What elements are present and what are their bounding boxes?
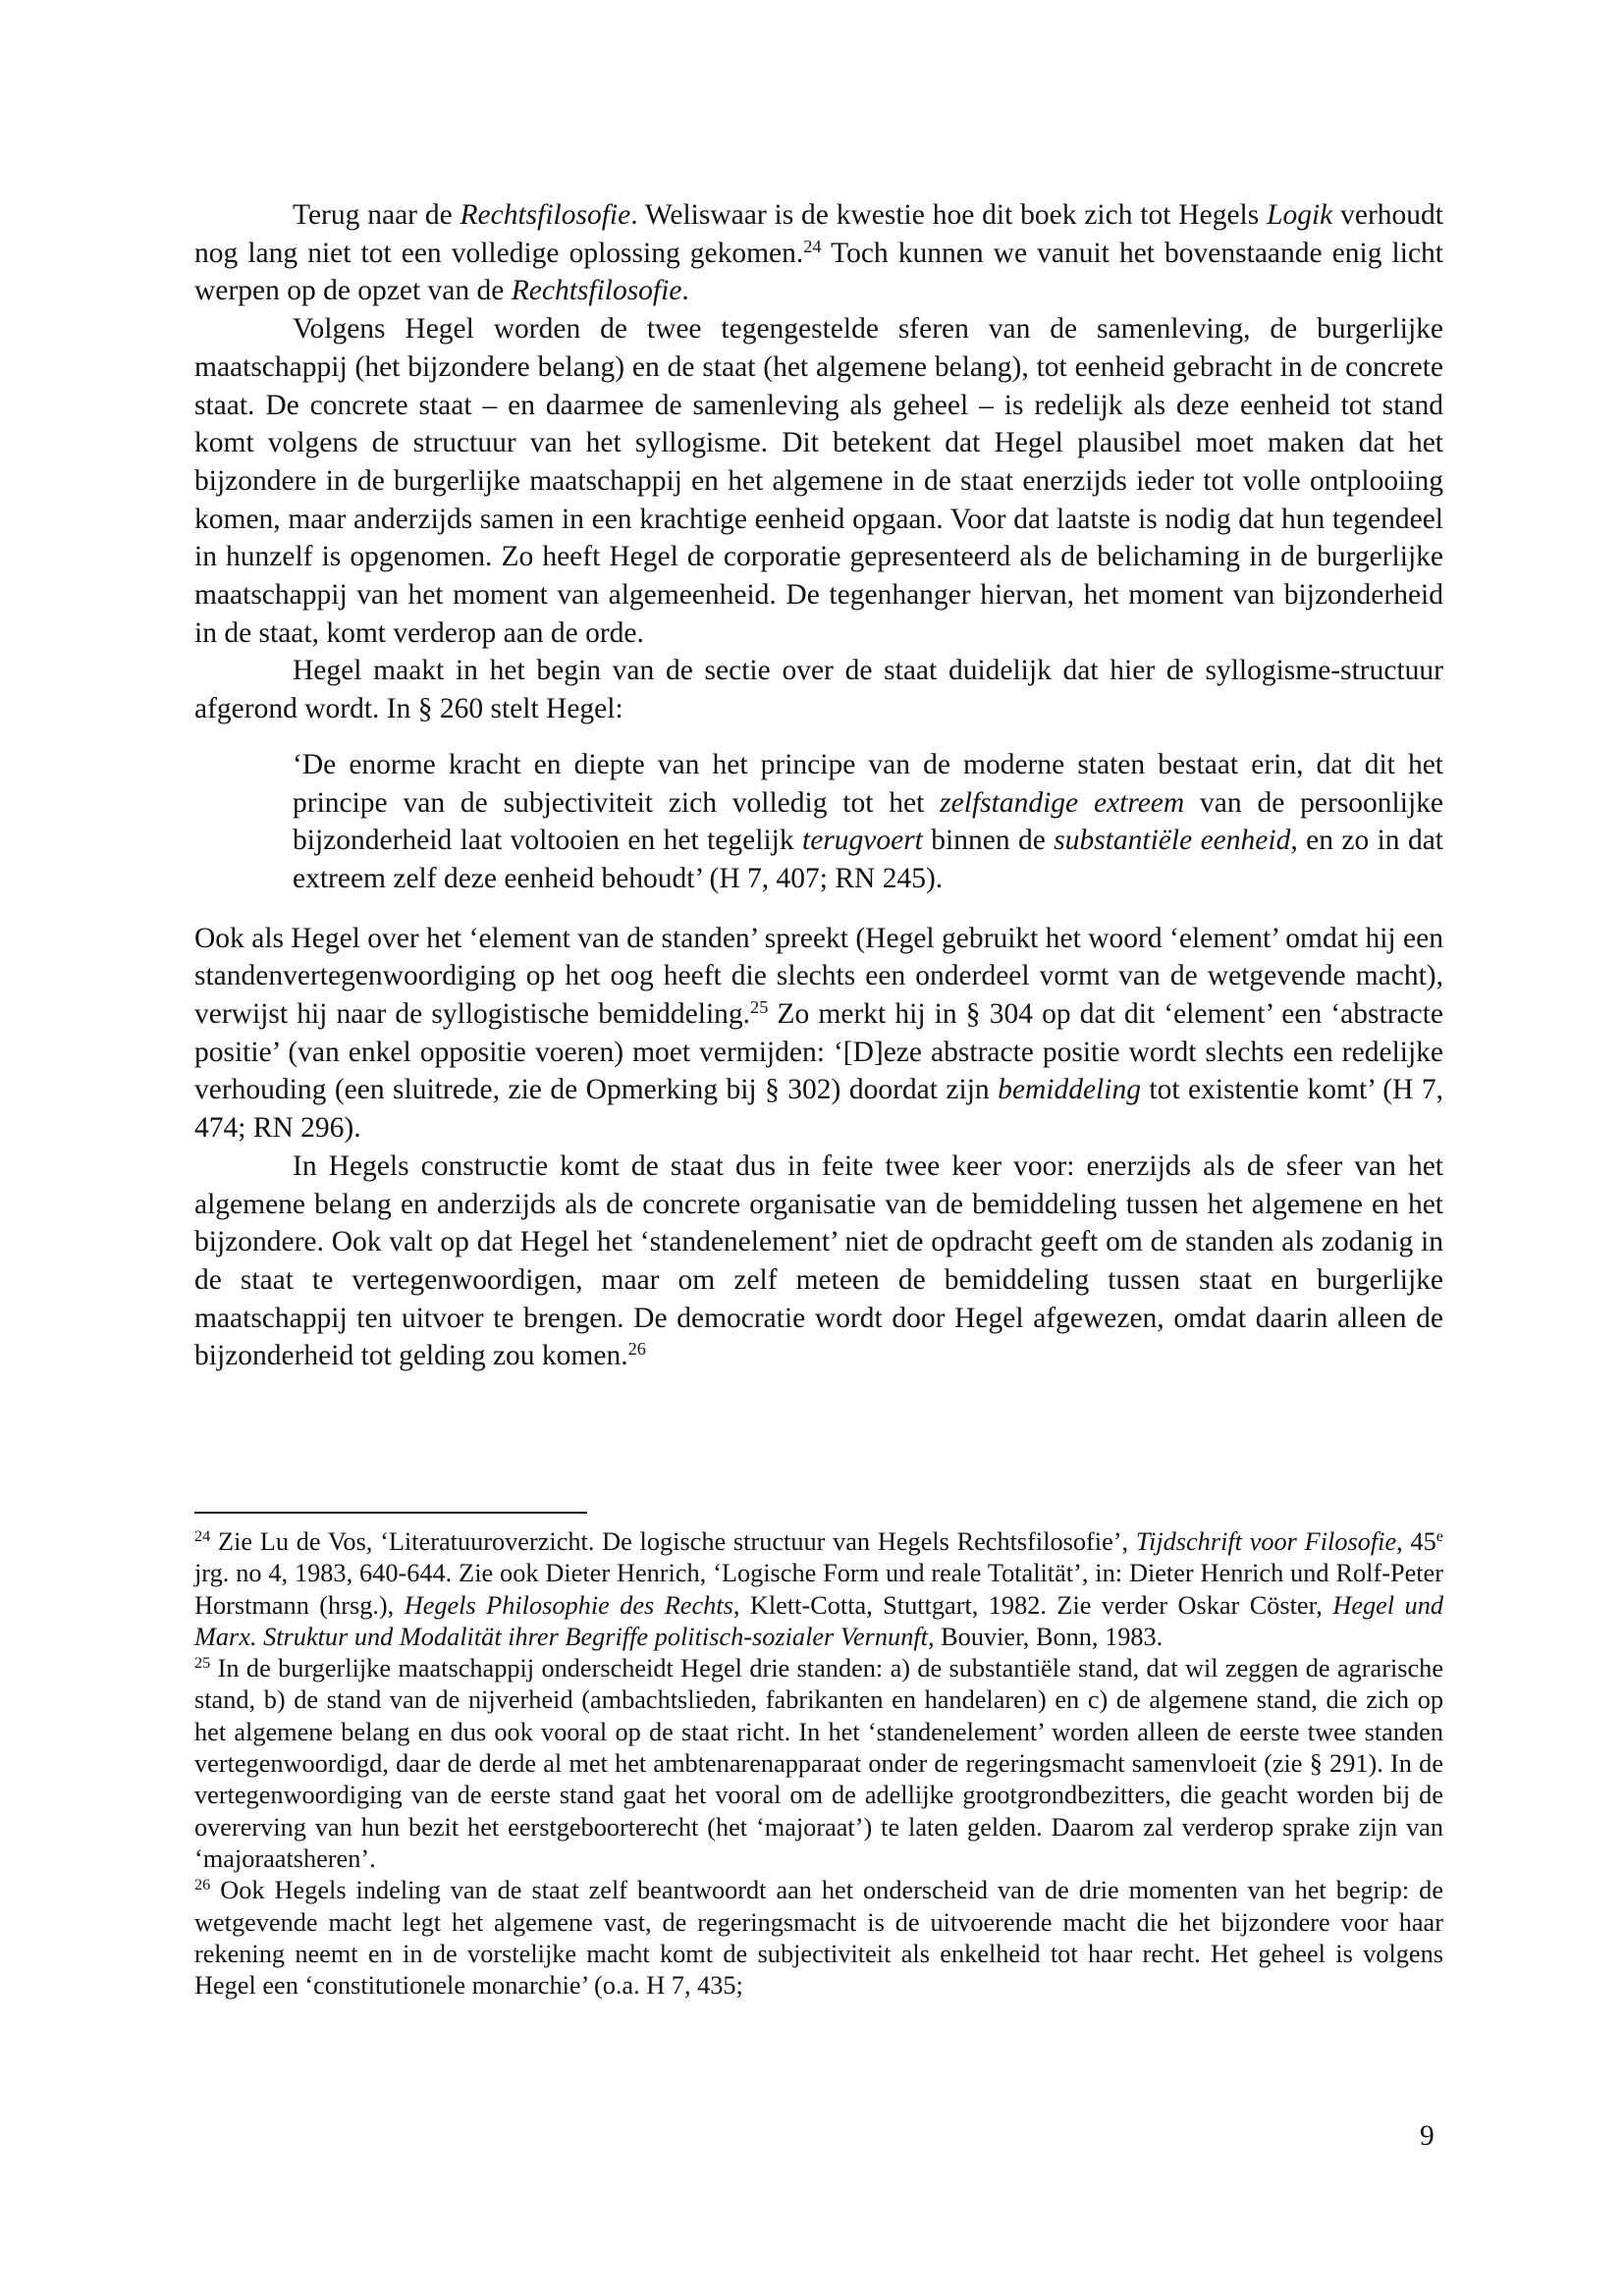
- block-quote: [293, 746, 1443, 898]
- text-run: binnen de: [922, 825, 1055, 857]
- footnote-24: [194, 1526, 1443, 1653]
- text-run: ‘De enorme kracht en diepte van het principe van de moderne staten bestaat erin, dat dit het principe van de subjectiviteit zich volledig tot het: [293, 748, 1443, 819]
- text-run: Toch kunnen we vanuit het bovenstaande enig licht werpen op de opzet van de: [194, 237, 1443, 307]
- italic-title: Hegels Philosophie des Rechts: [404, 1590, 733, 1620]
- text-run: Terug naar de: [293, 199, 460, 231]
- text-run: .: [681, 275, 689, 307]
- italic-title: Tijdschrift voor Filosofie: [1135, 1527, 1397, 1556]
- page-number: 9: [1420, 2120, 1435, 2152]
- ordinal-suffix: e: [1435, 1526, 1443, 1546]
- footnote-ref[interactable]: 25: [750, 997, 769, 1018]
- footnote-ref[interactable]: 24: [803, 236, 822, 256]
- text-run: Zo merkt hij in § 304 op dat dit ‘element’ een ‘abstracte positie’ (van enkel oppositie voeren) moet vermijden: ‘[D]eze abstracte positie wordt slechts een redelijke verhouding (een sluitrede, zie de Opmerking bij § 302) doordat zijn: [194, 998, 1443, 1106]
- italic-phrase: substantiële eenheid: [1054, 825, 1291, 857]
- paragraph-4: [194, 920, 1443, 1148]
- italic-phrase: bemiddeling: [998, 1074, 1141, 1106]
- text-run: van de persoonlijke bijzonderheid laat voltooien en het tegelijk: [293, 786, 1443, 857]
- text-run: , 45: [1396, 1527, 1436, 1556]
- text-run: verhoudt nog lang niet tot een volledige oplossing gekomen.: [194, 199, 1443, 269]
- italic-phrase: terugvoert: [802, 825, 923, 857]
- text-run: , Bouvier, Bonn, 1983.: [927, 1622, 1164, 1651]
- footnotes: [194, 1526, 1443, 2002]
- italic-title: Hegel und Marx. Struktur und Modalität ihrer Begriffe politisch-sozialer Vernunft: [194, 1590, 1444, 1651]
- footnote-text: In de burgerlijke maatschappij onderscheidt Hegel drie standen: a) de substantiële stand, dat wil zeggen de agrarische stand, b) de stand van de nijverheid (ambachtslieden, fabrikanten en handelaren) en c) de algemene stand, die zich op het algemene belang en dus ook vooral op de staat richt. In het ‘standenelement’ worden alleen de eerste twee standen vertegenwoordigd, daar de derde al met het ambtenarenapparaat onder de regeringsmacht samenvloeit (zie § 291). In de vertegenwoordiging van de eerste stand gaat het vooral om de adellijke grootgrondbezitters, die geacht worden bij de overerving van hun bezit het eerstgeboorterecht (het ‘majoraat’) te laten gelden. Daarom zal verderop sprake zijn van ‘majoraatsheren’.: [194, 1654, 1443, 1873]
- italic-phrase: zelfstandige extreem: [940, 786, 1185, 819]
- text-run: , en zo in dat extreem zelf deze eenheid behoudt’ (H 7, 407; RN 245).: [293, 825, 1443, 894]
- text-run: . Weliswaar is de kwestie hoe dit boek zich tot Hegels: [630, 199, 1268, 231]
- footnote-25: [194, 1653, 1443, 1875]
- paragraph-2: Volgens Hegel worden de twee tegengestelde sferen van de samenleving, de burgerlijke maatschappij (het bijzondere belang) en de staat (het algemene belang), tot eenheid gebracht in de concrete staat. De concrete staat – en daarmee de samenleving als geheel – is redelijk als deze eenheid tot stand komt volgens de structuur van het syllogisme. Dit betekent dat Hegel plausibel moet maken dat het bijzondere in de burgerlijke maatschappij en het algemene in de staat enerzijds ieder tot volle ontplooiing komen, maar anderzijds samen in een krachtige eenheid opgaan. Voor dat laatste is nodig dat hun tegendeel in hunzelf is opgenomen. Zo heeft Hegel de corporatie gepresenteerd als de belichaming in de burgerlijke maatschappij van het moment van algemeenheid. De tegenhanger hiervan, het moment van bijzonderheid in de staat, komt verderop aan de orde.: [194, 313, 1443, 649]
- footnote-26: [194, 1875, 1443, 2002]
- text-run: tot existentie komt’ (H 7, 474; RN 296).: [194, 1074, 1443, 1145]
- text-run: , Klett-Cotta, Stuttgart, 1982. Zie verder Oskar Cöster,: [732, 1590, 1333, 1620]
- text-run: Ook als Hegel over het ‘element van de standen’ spreekt (Hegel gebruikt het woord ‘element’ omdat hij een standenvertegenwoordiging op het oog heeft die slechts een onderdeel vormt van de wetgevende macht), verwijst hij naar de syllogistische bemiddeling.: [194, 922, 1443, 1031]
- italic-title: Rechtsfilosofie: [460, 199, 631, 231]
- paragraph-3: Hegel maakt in het begin van de sectie over de staat duidelijk dat hier de syllogisme-structuur afgerond wordt. In § 260 stelt Hegel:: [194, 655, 1443, 725]
- italic-title: Logik: [1267, 199, 1333, 231]
- footnote-ref[interactable]: 26: [627, 1339, 646, 1360]
- italic-title: Rechtsfilosofie: [511, 275, 682, 307]
- text-run: Zie Lu de Vos, ‘Literatuuroverzicht. De logische structuur van Hegels Rechtsfilosofie’,: [210, 1527, 1136, 1556]
- main-text: [194, 196, 1443, 1375]
- text-run: jrg. no 4, 1983, 640-644. Zie ook Dieter Henrich, ‘Logische Form und reale Totalität’, in: Dieter Henrich und Rolf-Peter Horstmann (hrsg.),: [194, 1559, 1443, 1620]
- footnote-number: 26: [194, 1875, 211, 1895]
- paragraph-1: [194, 196, 1443, 310]
- paragraph-5: [194, 1148, 1443, 1375]
- text-run: In Hegels constructie komt de staat dus in feite twee keer voor: enerzijds als de sfeer van het algemene belang en anderzijds als de concrete organisatie van de bemiddeling tussen het algemene en het bijzondere. Ook valt op dat Hegel het ‘standenelement’ niet de opdracht geeft om de standen als zodanig in de staat te vertegenwoordigen, maar om zelf meteen de bemiddeling tussen staat en burgerlijke maatschappij ten uitvoer te brengen. De democratie wordt door Hegel afgewezen, omdat daarin alleen de bijzonderheid tot gelding zou komen.: [194, 1149, 1443, 1372]
- footnote-number: 24: [194, 1526, 211, 1546]
- footnote-separator: [194, 1512, 587, 1514]
- footnote-number: 25: [194, 1653, 211, 1673]
- footnote-text: Ook Hegels indeling van de staat zelf beantwoordt aan het onderscheid van de drie momenten van het begrip: de wetgevende macht legt het algemene vast, de regeringsmacht is de uitvoerende macht die het bijzondere voor haar rekening neemt en in de vorstelijke macht komt de subjectiviteit als enkelheid tot haar recht. Het geheel is volgens Hegel een ‘constitutionele monarchie’ (o.a. H 7, 435;: [194, 1876, 1443, 2001]
